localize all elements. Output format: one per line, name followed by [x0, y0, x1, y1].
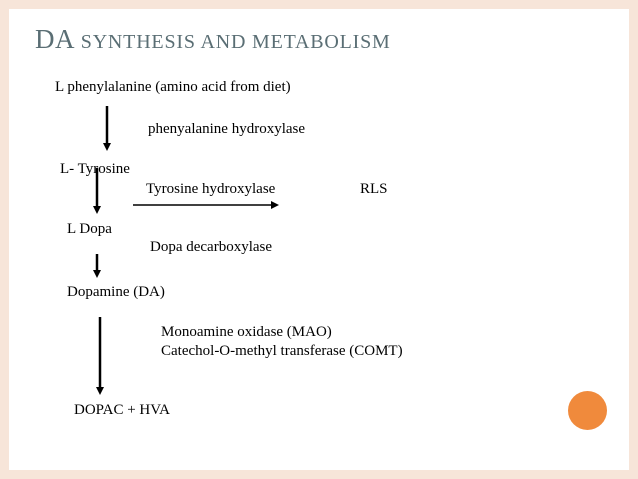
- title-rest: SYNTHESIS AND METABOLISM: [80, 31, 391, 53]
- decorative-circle: [568, 391, 607, 430]
- enzyme-phenylalanine-hydroxylase: phenyalanine hydroxylase: [148, 121, 306, 137]
- enzyme-tyrosine-hydroxylase: Tyrosine hydroxylase: [146, 181, 276, 197]
- enzyme-dopa-decarboxylase: Dopa decarboxylase: [150, 239, 273, 255]
- enzyme-mao: Monoamine oxidase (MAO): [161, 324, 332, 340]
- enzyme-comt: Catechol-O-methyl transferase (COMT): [161, 343, 403, 359]
- step-dopamine: Dopamine (DA): [67, 284, 165, 300]
- step-l-dopa: L Dopa: [67, 221, 112, 237]
- step-phenylalanine: L phenylalanine (amino acid from diet): [55, 79, 291, 95]
- step-tyrosine: L- Tyrosine: [60, 161, 130, 177]
- step-dopac-hva: DOPAC + HVA: [74, 402, 170, 418]
- rls-label: RLS: [360, 181, 388, 197]
- title-first-word: DA: [35, 24, 74, 54]
